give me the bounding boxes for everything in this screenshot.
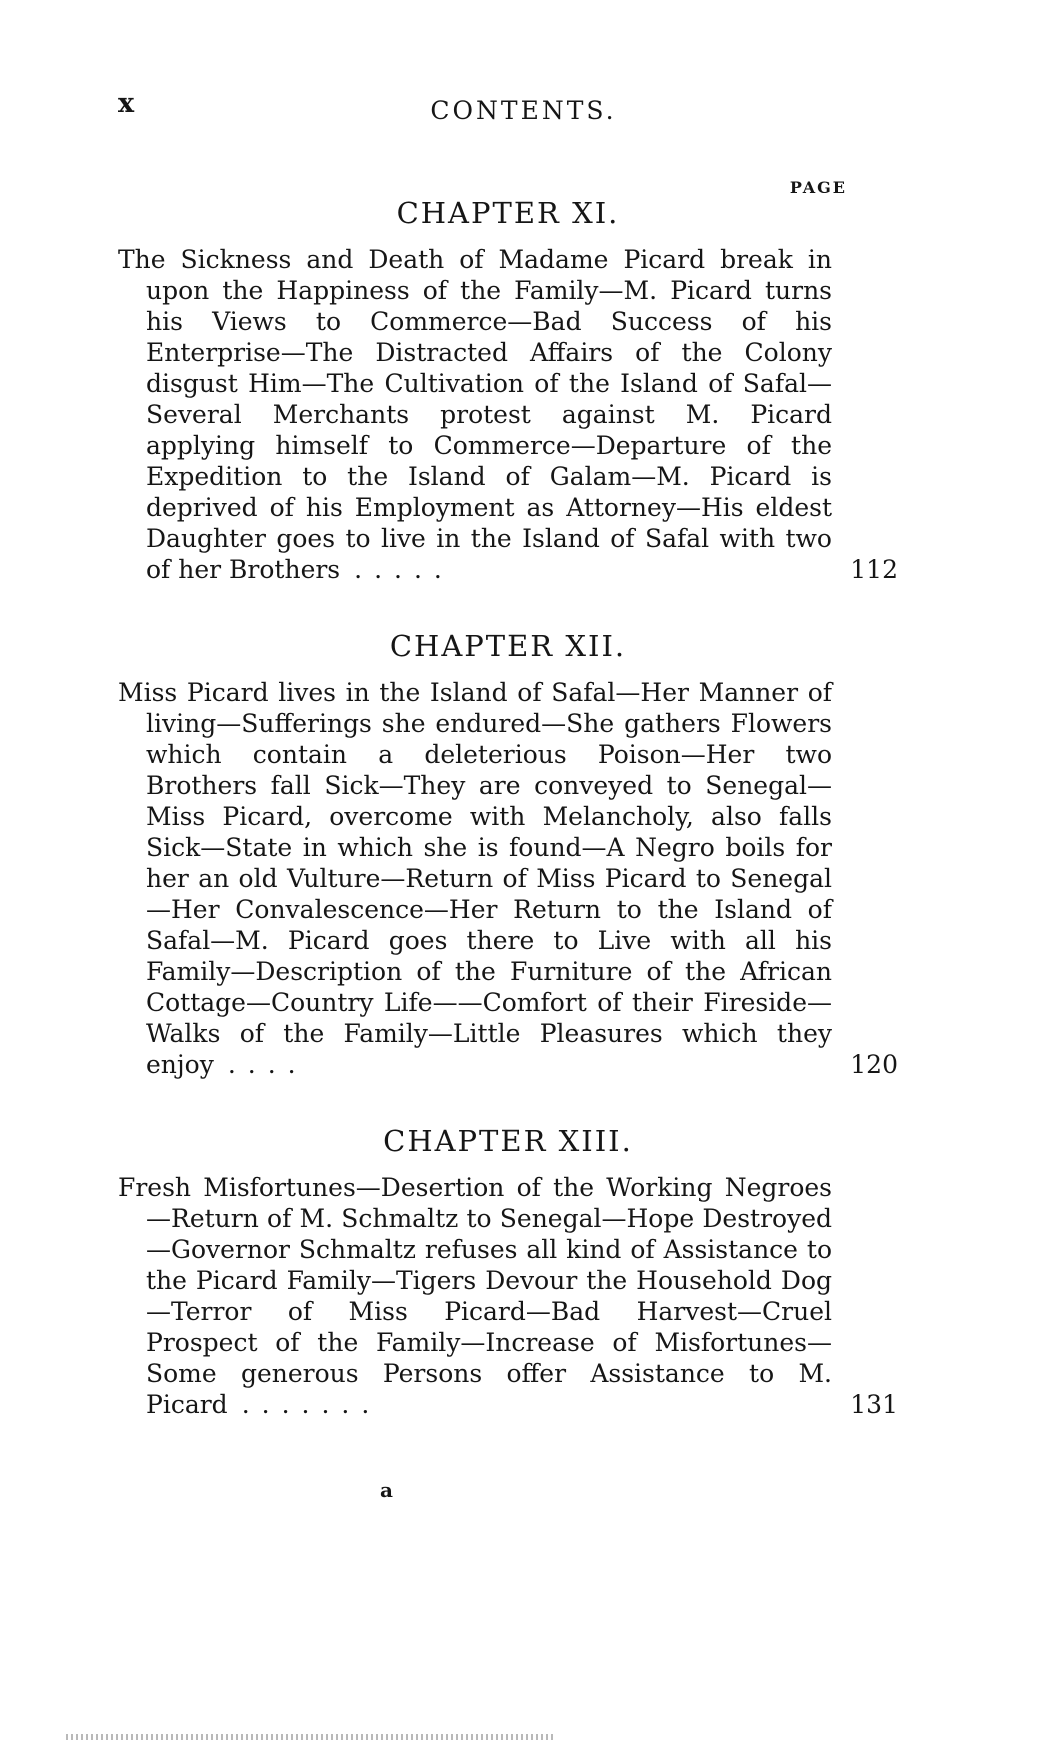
chapter-title: CHAPTER XII. bbox=[389, 629, 627, 663]
leader-dots: ....... bbox=[241, 1390, 382, 1419]
leader-dots: .... bbox=[227, 1050, 308, 1079]
scan-edge-noise bbox=[66, 1734, 556, 1740]
running-head: CONTENTS. bbox=[430, 96, 617, 125]
signature-mark: a bbox=[380, 1478, 393, 1502]
page-number: x bbox=[118, 88, 135, 119]
chapter-entry bbox=[118, 1124, 898, 1420]
summary-text: The Sickness and Death of Madame Picard break in upon the Happiness of the Family—M. Picard turns his Views to Commerce—Bad Success of his Enterprise—The Distracted Affairs of the Colony disgust Him—The Cultivation of the Island of Safal—Several Merchants protest against M. Picard applying himself to Commerce—Departure of the Expedition to the Island of Galam—M. Picard is deprived of his Employment as Attorney—His eldest Daughter goes to live in the Island of Safal with two of her Brothers bbox=[118, 245, 832, 584]
chapter-summary-block bbox=[118, 677, 898, 1080]
chapter-page-number: 112 bbox=[850, 555, 898, 584]
chapter-title: CHAPTER XIII. bbox=[383, 1124, 633, 1158]
chapter-summary bbox=[118, 1172, 832, 1420]
chapter-summary bbox=[118, 244, 832, 585]
chapter-page-number: 131 bbox=[850, 1390, 898, 1419]
chapter-entry bbox=[118, 629, 898, 1080]
leader-dots: ..... bbox=[354, 555, 454, 584]
page-column-label: PAGE bbox=[789, 178, 847, 197]
chapter-page-number: 120 bbox=[850, 1050, 898, 1079]
summary-text: Miss Picard lives in the Island of Safal—Her Manner of living—Sufferings she endured—She gathers Flowers which contain a deleterious Poison—Her two Brothers fall Sick—They are conveyed to Senegal—Miss Picard, overcome with Melancholy, also falls Sick—State in which she is found—A Negro boils for her an old Vulture—Return of Miss Picard to Senegal—Her Convalescence—Her Return to the Island of Safal—M. Picard goes there to Live with all his Family—Description of the Furniture of the African Cottage—Country Life——Comfort of their Fireside—Walks of the Family—Little Pleasures which they enjoy bbox=[118, 678, 832, 1079]
chapter-summary-block bbox=[118, 244, 898, 585]
chapter-summary-block bbox=[118, 1172, 898, 1420]
summary-text: Fresh Misfortunes—Desertion of the Working Negroes—Return of M. Schmaltz to Senegal—Hope Destroyed—Governor Schmaltz refuses all kind of Assistance to the Picard Family—Tigers Devour the Household Dog—Terror of Miss Picard—Bad Harvest—Cruel Prospect of the Family—Increase of Misfortunes—Some generous Persons offer Assistance to M. Picard bbox=[118, 1173, 832, 1419]
contents-list bbox=[118, 196, 898, 1464]
chapter-title: CHAPTER XI. bbox=[396, 196, 620, 230]
chapter-entry bbox=[118, 196, 898, 585]
chapter-summary bbox=[118, 677, 832, 1080]
